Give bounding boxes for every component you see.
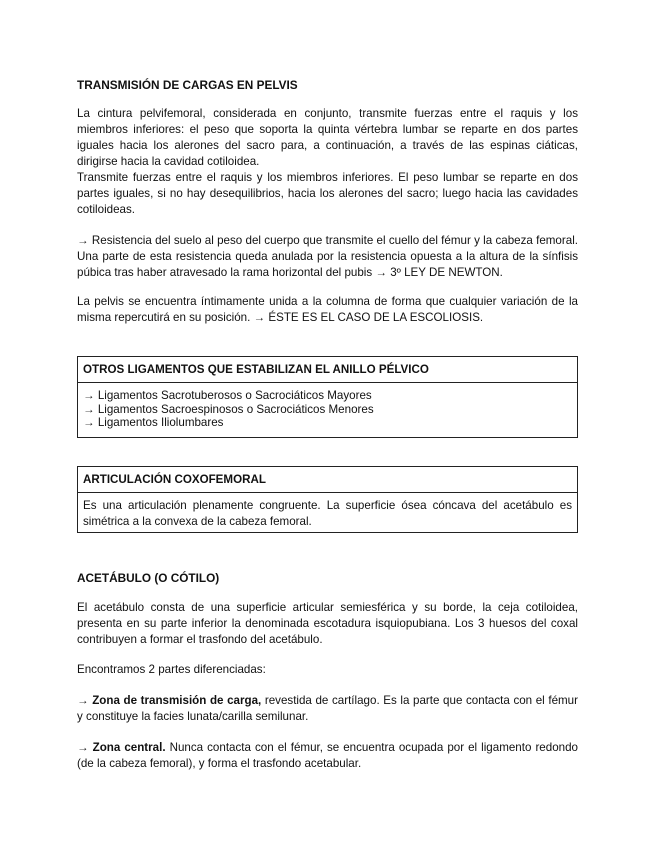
paragraph: Transmite fuerzas entre el raquis y los miembros inferiores. El peso lumbar se reparte en dos partes iguales, si no hay desequilibrios, hacia los alerones del sacro; luego hacia las cavidades cotiloideas. bbox=[77, 171, 578, 216]
paragraph: → Resistencia del suelo al peso del cuerpo que transmite el cuello del fémur y la cabeza femoral. Una parte de esta resistencia queda anulada por la resistencia opuesta a la altura de la sínfisis púbica tras haber atravesado la rama horizontal del pubis → 3º LEY DE NEWTON. bbox=[77, 234, 578, 279]
paragraph-zone-central bbox=[77, 740, 578, 772]
paragraph-zone-carga bbox=[77, 693, 578, 725]
section-heading-acetabulo: ACETÁBULO (O CÓTILO) bbox=[77, 571, 220, 585]
paragraph: La cintura pelvifemoral, considerada en conjunto, transmite fuerzas entre el raquis y los miembros inferiores: el peso que soporta la quinta vértebra lumbar se reparte en dos partes iguales hacia los alerones del sacro para, a continuación, a través de las espinas ciáticas, dirigirse hacia la cavidad cotiloidea. bbox=[77, 107, 578, 168]
paragraph: La pelvis se encuentra íntimamente unida a la columna de forma que cualquier variación de la misma repercutirá en su posición. → ÉSTE ES EL CASO DE LA ESCOLIOSIS. bbox=[77, 295, 578, 324]
bold-term: → Zona de transmisión de carga, bbox=[77, 694, 262, 707]
section-heading-transmision: TRANSMISIÓN DE CARGAS EN PELVIS bbox=[77, 78, 298, 92]
bold-term: → Zona central. bbox=[77, 741, 166, 754]
coxofemoral-box bbox=[77, 466, 578, 533]
box-title: ARTICULACIÓN COXOFEMORAL bbox=[78, 467, 577, 493]
text: revestida de cartílago. Es la parte que contacta con el fémur y constituye la facies lunata/carilla semilunar. bbox=[77, 694, 578, 723]
box-text: Es una articulación plenamente congruente. La superficie ósea cóncava del acetábulo es simétrica a la convexa de la cabeza femoral. bbox=[83, 499, 572, 528]
text: Nunca contacta con el fémur, se encuentra ocupada por el ligamento redondo (de la cabeza femoral), y forma el trasfondo acetabular. bbox=[77, 741, 578, 770]
box-title: OTROS LIGAMENTOS QUE ESTABILIZAN EL ANILLO PÉLVICO bbox=[78, 357, 577, 383]
list-item: → Ligamentos Sacroespinosos o Sacrociáticos Menores bbox=[83, 402, 374, 416]
ligamentos-box bbox=[77, 356, 578, 438]
list-item: → Ligamentos Iliolumbares bbox=[83, 416, 224, 429]
paragraph: Encontramos 2 partes diferenciadas: bbox=[77, 663, 266, 676]
paragraph: El acetábulo consta de una superficie articular semiesférica y su borde, la ceja cotiloidea, presenta en su parte inferior la denominada escotadura isquiopubiana. Los 3 huesos del coxal contribuyen a formar el trasfondo del acetábulo. bbox=[77, 601, 578, 646]
list-item: → Ligamentos Sacrotuberosos o Sacrociáticos Mayores bbox=[83, 389, 372, 402]
